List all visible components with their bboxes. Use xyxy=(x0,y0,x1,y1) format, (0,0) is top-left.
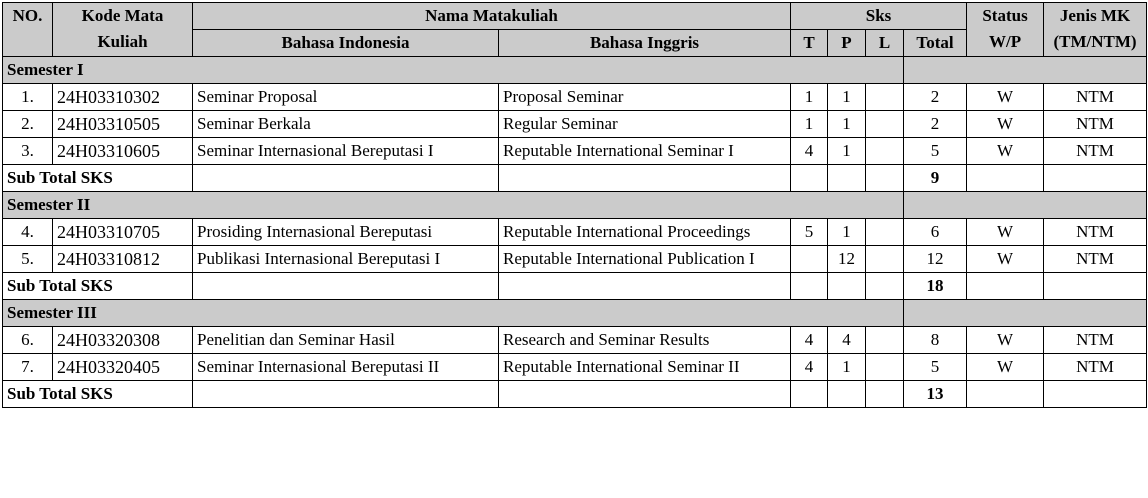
subtotal-empty-cell xyxy=(193,381,499,408)
subtotal-empty-cell xyxy=(193,165,499,192)
course-status: W xyxy=(967,246,1044,273)
course-code: 24H03320308 xyxy=(53,327,193,354)
table-body xyxy=(3,57,1147,408)
header-t: T xyxy=(791,30,828,57)
sks-l xyxy=(866,219,904,246)
semester-row-filler xyxy=(904,192,1147,219)
course-type: NTM xyxy=(1044,138,1147,165)
header-jenis: Jenis MK (TM/NTM) xyxy=(1044,3,1147,57)
course-row xyxy=(3,327,1147,354)
course-row xyxy=(3,354,1147,381)
subtotal-empty-cell xyxy=(967,273,1044,300)
subtotal-empty-cell xyxy=(828,381,866,408)
sks-p: 1 xyxy=(828,84,866,111)
sks-total: 5 xyxy=(904,354,967,381)
course-name-en: Reputable International Proceedings xyxy=(499,219,791,246)
subtotal-empty-cell xyxy=(499,165,791,192)
course-code: 24H03310605 xyxy=(53,138,193,165)
sks-l xyxy=(866,138,904,165)
sks-total: 6 xyxy=(904,219,967,246)
course-name-en: Reputable International Seminar I xyxy=(499,138,791,165)
subtotal-empty-cell xyxy=(499,273,791,300)
sks-p: 1 xyxy=(828,111,866,138)
course-row xyxy=(3,246,1147,273)
course-name-id: Publikasi Internasional Bereputasi I xyxy=(193,246,499,273)
header-bahasa-indonesia: Bahasa Indonesia xyxy=(193,30,499,57)
sks-total: 2 xyxy=(904,111,967,138)
course-type: NTM xyxy=(1044,354,1147,381)
course-no: 5. xyxy=(3,246,53,273)
sks-p: 12 xyxy=(828,246,866,273)
course-name-id: Prosiding Internasional Bereputasi xyxy=(193,219,499,246)
course-code: 24H03320405 xyxy=(53,354,193,381)
course-code: 24H03310302 xyxy=(53,84,193,111)
sks-p: 1 xyxy=(828,354,866,381)
header-sks: Sks xyxy=(791,3,967,30)
course-status: W xyxy=(967,327,1044,354)
semester-row xyxy=(3,300,1147,327)
semester-title: Semester II xyxy=(3,192,904,219)
semester-row xyxy=(3,57,1147,84)
course-name-en: Research and Seminar Results xyxy=(499,327,791,354)
course-code: 24H03310505 xyxy=(53,111,193,138)
sks-total: 8 xyxy=(904,327,967,354)
course-row xyxy=(3,111,1147,138)
header-p: P xyxy=(828,30,866,57)
course-code: 24H03310705 xyxy=(53,219,193,246)
header-kode: Kode Mata Kuliah xyxy=(53,3,193,57)
sks-t: 5 xyxy=(791,219,828,246)
subtotal-empty-cell xyxy=(828,273,866,300)
sks-t: 1 xyxy=(791,84,828,111)
sks-l xyxy=(866,246,904,273)
semester-title: Semester I xyxy=(3,57,904,84)
subtotal-empty-cell xyxy=(499,381,791,408)
subtotal-empty-cell xyxy=(866,273,904,300)
course-name-en: Reputable International Publication I xyxy=(499,246,791,273)
sks-total: 12 xyxy=(904,246,967,273)
subtotal-label: Sub Total SKS xyxy=(3,165,193,192)
sks-total: 2 xyxy=(904,84,967,111)
semester-row-filler xyxy=(904,57,1147,84)
course-name-id: Seminar Internasional Bereputasi II xyxy=(193,354,499,381)
course-name-id: Seminar Proposal xyxy=(193,84,499,111)
course-type: NTM xyxy=(1044,84,1147,111)
sks-t xyxy=(791,246,828,273)
subtotal-empty-cell xyxy=(791,381,828,408)
course-type: NTM xyxy=(1044,246,1147,273)
subtotal-empty-cell xyxy=(791,273,828,300)
curriculum-table xyxy=(2,2,1147,408)
subtotal-empty-cell xyxy=(828,165,866,192)
subtotal-label: Sub Total SKS xyxy=(3,273,193,300)
header-l: L xyxy=(866,30,904,57)
table-header xyxy=(3,3,1147,57)
subtotal-empty-cell xyxy=(1044,165,1147,192)
sks-t: 4 xyxy=(791,327,828,354)
semester-row xyxy=(3,192,1147,219)
subtotal-empty-cell xyxy=(791,165,828,192)
sks-l xyxy=(866,84,904,111)
header-no: NO. xyxy=(3,3,53,57)
course-no: 3. xyxy=(3,138,53,165)
course-name-en: Proposal Seminar xyxy=(499,84,791,111)
sks-t: 4 xyxy=(791,138,828,165)
header-nama: Nama Matakuliah xyxy=(193,3,791,30)
course-row xyxy=(3,219,1147,246)
sks-l xyxy=(866,111,904,138)
course-status: W xyxy=(967,84,1044,111)
subtotal-row xyxy=(3,273,1147,300)
course-status: W xyxy=(967,219,1044,246)
header-bahasa-inggris: Bahasa Inggris xyxy=(499,30,791,57)
course-name-en: Reputable International Seminar II xyxy=(499,354,791,381)
course-name-id: Seminar Berkala xyxy=(193,111,499,138)
course-name-en: Regular Seminar xyxy=(499,111,791,138)
course-type: NTM xyxy=(1044,219,1147,246)
subtotal-empty-cell xyxy=(866,165,904,192)
sks-p: 1 xyxy=(828,138,866,165)
course-row xyxy=(3,138,1147,165)
subtotal-label: Sub Total SKS xyxy=(3,381,193,408)
course-no: 7. xyxy=(3,354,53,381)
subtotal-empty-cell xyxy=(866,381,904,408)
course-status: W xyxy=(967,138,1044,165)
header-total: Total xyxy=(904,30,967,57)
sks-p: 1 xyxy=(828,219,866,246)
course-code: 24H03310812 xyxy=(53,246,193,273)
subtotal-value: 13 xyxy=(904,381,967,408)
course-no: 1. xyxy=(3,84,53,111)
header-status: Status W/P xyxy=(967,3,1044,57)
subtotal-empty-cell xyxy=(1044,273,1147,300)
subtotal-row xyxy=(3,165,1147,192)
course-no: 6. xyxy=(3,327,53,354)
course-no: 4. xyxy=(3,219,53,246)
subtotal-empty-cell xyxy=(193,273,499,300)
course-name-id: Seminar Internasional Bereputasi I xyxy=(193,138,499,165)
course-status: W xyxy=(967,354,1044,381)
sks-total: 5 xyxy=(904,138,967,165)
course-status: W xyxy=(967,111,1044,138)
subtotal-empty-cell xyxy=(967,381,1044,408)
sks-p: 4 xyxy=(828,327,866,354)
subtotal-empty-cell xyxy=(967,165,1044,192)
course-no: 2. xyxy=(3,111,53,138)
sks-l xyxy=(866,327,904,354)
course-name-id: Penelitian dan Seminar Hasil xyxy=(193,327,499,354)
sks-t: 4 xyxy=(791,354,828,381)
subtotal-value: 9 xyxy=(904,165,967,192)
sks-l xyxy=(866,354,904,381)
subtotal-value: 18 xyxy=(904,273,967,300)
semester-title: Semester III xyxy=(3,300,904,327)
course-type: NTM xyxy=(1044,327,1147,354)
subtotal-empty-cell xyxy=(1044,381,1147,408)
course-type: NTM xyxy=(1044,111,1147,138)
semester-row-filler xyxy=(904,300,1147,327)
course-row xyxy=(3,84,1147,111)
subtotal-row xyxy=(3,381,1147,408)
sks-t: 1 xyxy=(791,111,828,138)
